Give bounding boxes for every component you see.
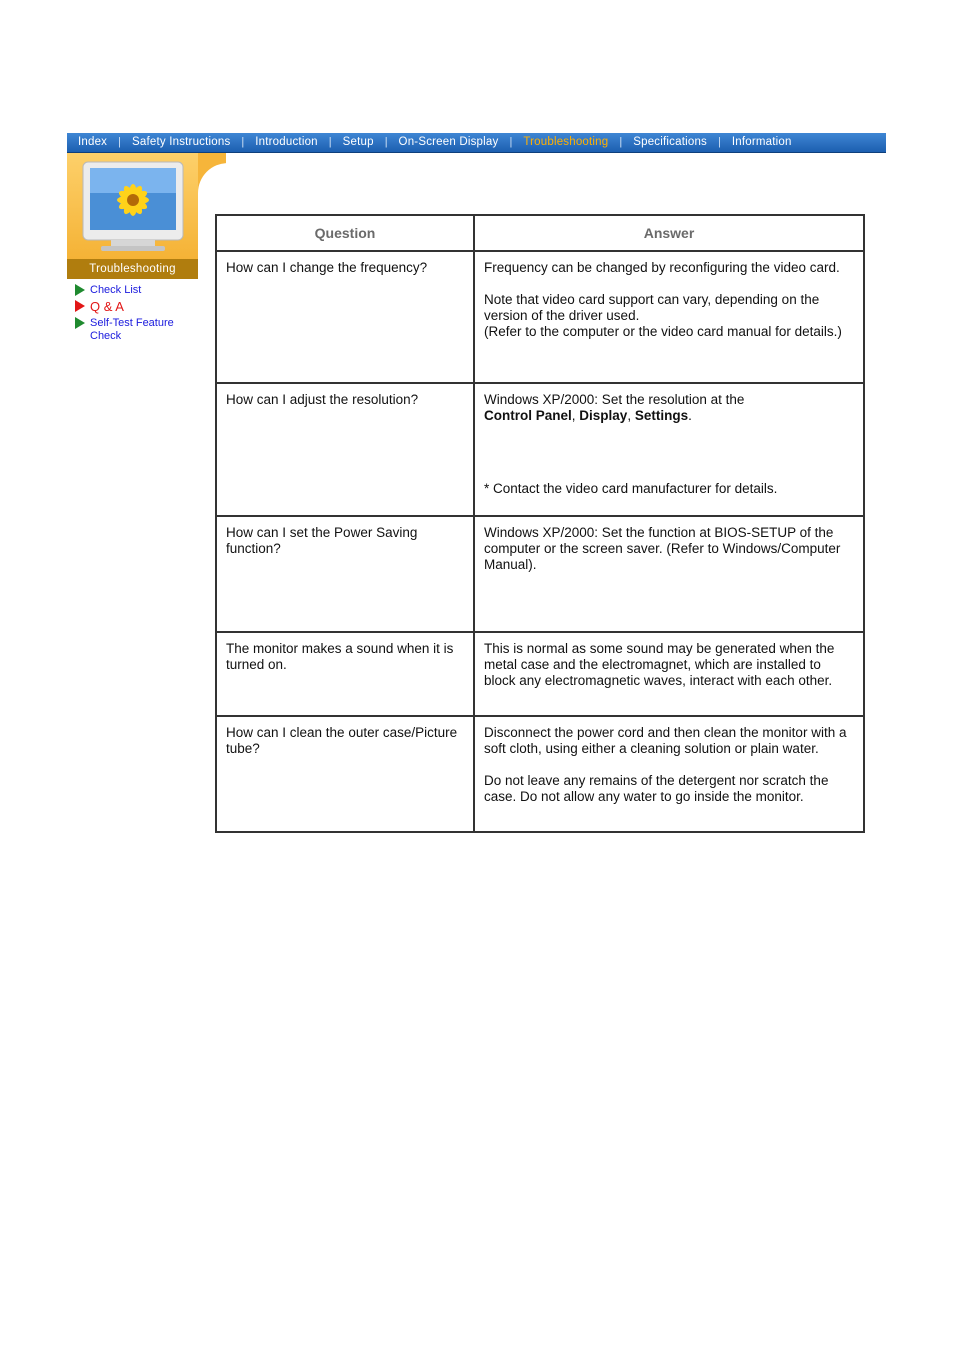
arrow-right-icon <box>75 284 85 296</box>
answer-text: (Refer to the computer or the video card manual for details.) <box>484 324 842 339</box>
question-text: The monitor makes a sound when it is turned on. <box>226 641 454 672</box>
arrow-right-icon <box>75 300 85 312</box>
answer-text: Do not leave any remains of the detergent nor scratch the case. Do not allow any water to go inside the monitor. <box>484 773 829 804</box>
question-text: How can I set the Power Saving function? <box>226 525 418 556</box>
arrow-right-icon <box>75 317 85 329</box>
answer-cell <box>474 716 864 832</box>
sidebar-item-check-list[interactable] <box>75 284 200 297</box>
question-cell <box>216 516 474 632</box>
section-label: Troubleshooting <box>67 259 198 279</box>
table-row <box>216 516 864 632</box>
answer-text: Windows XP/2000: Set the function at BIOS-SETUP of the computer or the screen saver. (Refer to Windows/Computer Manual). <box>484 525 841 572</box>
answer-cell <box>474 251 864 383</box>
settings-text: Settings <box>634 408 689 423</box>
answer-note: * Contact the video card manufacturer for details. <box>484 481 778 496</box>
nav-separator: | <box>328 136 332 148</box>
nav-safety-instructions[interactable]: Safety Instructions <box>132 136 231 148</box>
nav-separator: | <box>718 136 721 148</box>
answer-text: This is normal as some sound may be generated when the metal case and the electromagnet, which are installed to block any electromagnetic waves, interact with each other. <box>484 641 835 688</box>
display-text: Display <box>579 408 628 423</box>
control-panel-text: Control Panel <box>484 408 572 423</box>
nav-introduction[interactable]: Introduction <box>255 136 318 148</box>
separator-text: , <box>571 408 580 423</box>
monitor-sunflower-icon <box>81 160 185 252</box>
answer-text: Windows XP/2000: Set the resolution at the <box>484 392 745 407</box>
nav-setup[interactable]: Setup <box>342 136 374 148</box>
separator-text: , <box>627 408 635 423</box>
nav-separator: | <box>118 136 121 148</box>
question-cell <box>216 383 474 516</box>
answer-cell <box>474 632 864 716</box>
answer-text: Disconnect the power cord and then clean the monitor with a soft cloth, using either a cleaning solution or plain water. <box>484 725 847 756</box>
column-header-answer: Answer <box>474 215 864 251</box>
nav-specifications[interactable]: Specifications <box>633 136 707 148</box>
table-row <box>216 383 864 516</box>
answer-text: Frequency can be changed by reconfiguring the video card. <box>484 260 840 275</box>
nav-troubleshooting[interactable]: Troubleshooting <box>523 136 609 148</box>
question-cell <box>216 632 474 716</box>
header-curve-decoration <box>198 153 226 199</box>
sidebar-item-self-test[interactable] <box>75 317 200 343</box>
nav-separator: | <box>619 136 623 148</box>
question-text: How can I change the frequency? <box>226 260 428 275</box>
sidebar-subnav <box>75 284 200 346</box>
answer-path <box>484 408 854 424</box>
table-row <box>216 716 864 832</box>
answer-text: Note that video card support can vary, depending on the version of the driver used. <box>484 292 820 323</box>
period-text: . <box>688 408 692 423</box>
nav-information[interactable]: Information <box>731 136 792 148</box>
nav-separator: | <box>509 136 513 148</box>
answer-cell <box>474 383 864 516</box>
answer-cell <box>474 516 864 632</box>
table-header-row <box>216 215 864 251</box>
qa-table <box>215 214 865 833</box>
section-header-panel <box>67 153 198 279</box>
top-navigation <box>67 133 886 153</box>
question-cell <box>216 716 474 832</box>
question-cell <box>216 251 474 383</box>
sidebar-item-qa[interactable] <box>75 300 200 314</box>
nav-index[interactable]: Index <box>78 136 108 148</box>
nav-separator: | <box>241 136 245 148</box>
sidebar-item-label[interactable]: Self-Test Feature Check <box>90 317 174 342</box>
question-text: How can I adjust the resolution? <box>226 392 419 407</box>
table-row <box>216 251 864 383</box>
table-row <box>216 632 864 716</box>
nav-on-screen-display[interactable]: On-Screen Display <box>398 136 499 148</box>
column-header-question: Question <box>216 215 474 251</box>
sidebar-item-label[interactable]: Check List <box>90 284 142 296</box>
question-text: How can I clean the outer case/Picture tube? <box>226 725 458 756</box>
sidebar-item-label[interactable]: Q & A <box>90 299 124 314</box>
nav-separator: | <box>384 136 388 148</box>
